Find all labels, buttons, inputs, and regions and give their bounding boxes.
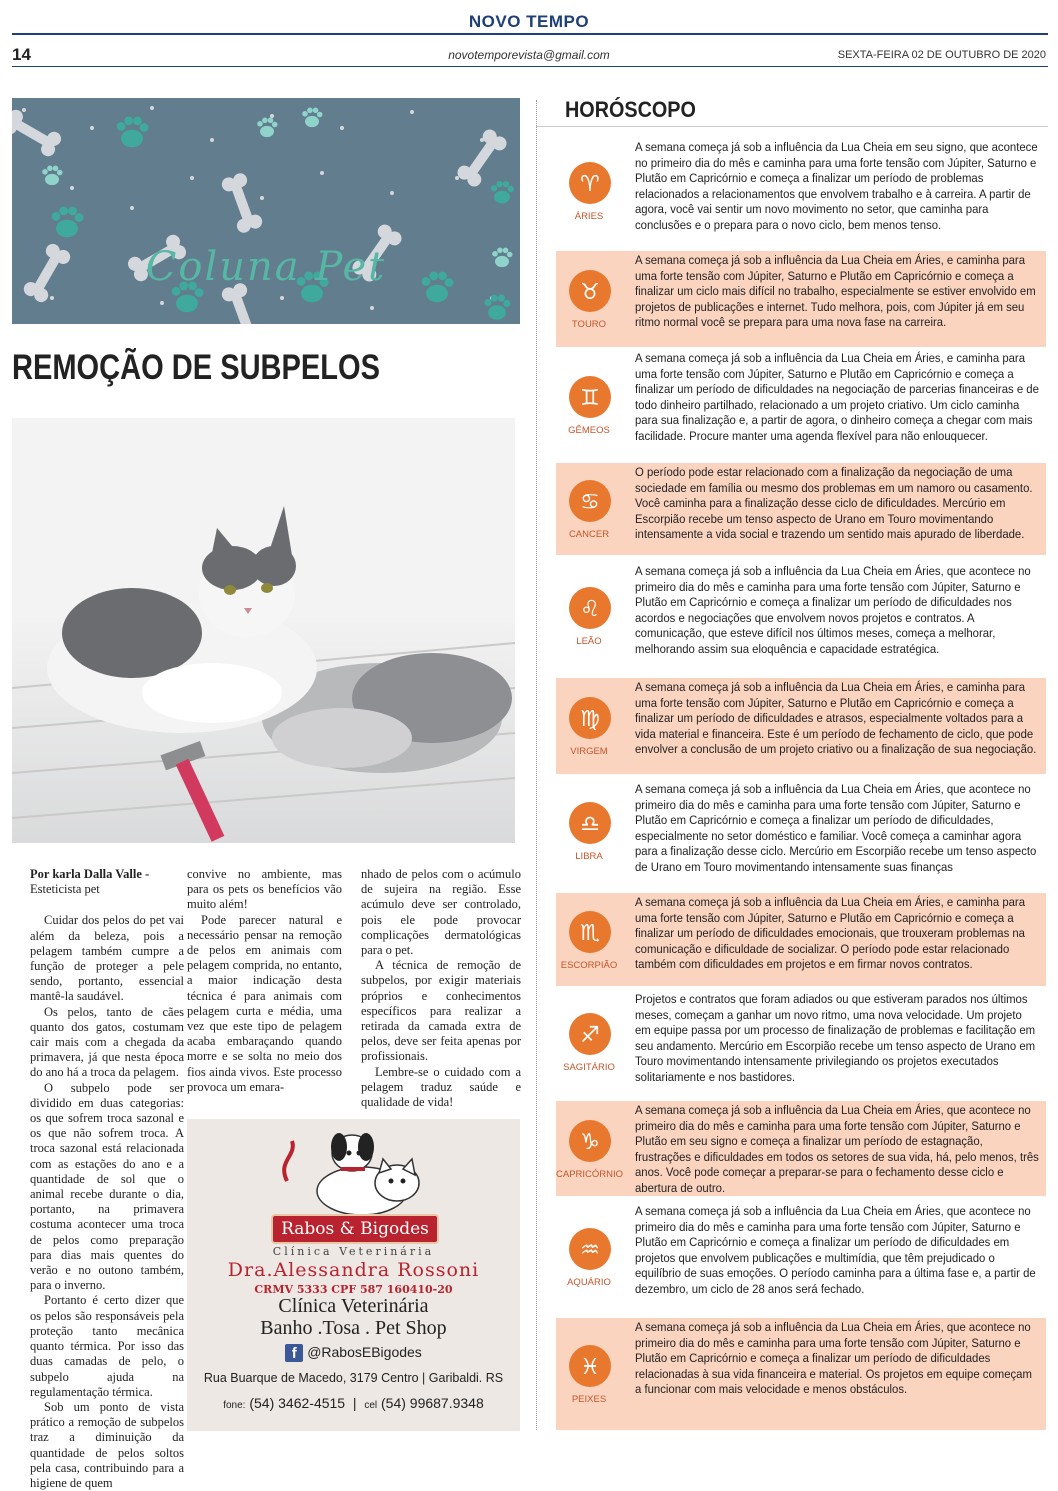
sign-name: CAPRICÓRNIO bbox=[556, 1169, 624, 1180]
cat-image bbox=[12, 418, 515, 843]
horoscope-entry bbox=[556, 893, 1046, 986]
doctor-name: Dra.Alessandra Rossoni bbox=[227, 1259, 480, 1281]
article-paragraph: Os pelos, tanto de cães quanto dos gatos, costumam cair mais com a chegada da primavera, já que nesta época do ano há a troca da pelagem. bbox=[30, 1004, 184, 1080]
horoscope-entry bbox=[556, 251, 1046, 347]
sign-forecast: A semana começa já sob a influência da Lua Cheia em Áries, e caminha para uma forte tensão com Júpiter, Saturno e Plutão em Capricórnio e começa a finalizar um período de dificuldades emocionais, que trouxeram problemas na comunicação e dificuldade de socializar. O período pode estar relacionado também com dificuldades em projetos e em firmar novos contratos. bbox=[635, 895, 1026, 971]
sign-forecast: A semana começa já sob a influência da Lua Cheia em Áries, que acontece no primeiro dia do mês e caminha para uma forte tensão com Júpiter, Saturno e Plutão em Capricórnio e começa a finalizar um período de dificuldades relacionadas à sua vida financeira e material. Os projetos em equipe começam a funcionar com mais velocidade e menos obstáculos. bbox=[635, 1320, 1032, 1396]
coluna-pet-banner bbox=[12, 98, 520, 324]
sign-forecast: A semana começa já sob a influência da Lua Cheia em Áries, que acontece no primeiro dia do mês e caminha para uma forte tensão com Júpiter, Saturno e Plutão em Capricórnio e começa a finalizar um período de dificuldades nos acordos e negociações que envolvem novos projetos e contratos. A comunicação, que esteve difícil nos últimos meses, começa a melhorar, melhorando assim sua eloquência e capacidade estratégica. bbox=[635, 564, 1031, 656]
article-author-role: Esteticista pet bbox=[30, 882, 100, 897]
facebook-handle: f @RabosEBigodes bbox=[187, 1344, 520, 1362]
clinic-subtitle: Clínica Veterinária bbox=[272, 1245, 435, 1258]
sign-forecast: A semana começa já sob a influência da Lua Cheia em Áries, que acontece no primeiro dia do mês e caminha para uma forte tensão com Júpiter, Saturno e Plutão em Capricórnio e começa a finalizar um período de dificuldades em projetos que envolvem publicações e multimídia, que têm prejudicado o equilíbrio de suas emoções. O período caminha para a última fase e, a partir de dezembro, um ciclo de 28 anos será fechado. bbox=[635, 1204, 1036, 1296]
services-line-2: Banho .Tosa . Pet Shop bbox=[260, 1317, 447, 1339]
page-number: 14 bbox=[12, 45, 31, 64]
column-divider bbox=[536, 100, 537, 1430]
sign-name: PEIXES bbox=[571, 1394, 607, 1405]
svg-text:♋: ♋ bbox=[580, 490, 600, 515]
bones-and-paws-pattern bbox=[12, 98, 520, 324]
facebook-icon: f bbox=[285, 1344, 303, 1362]
article-paragraph: O subpelo pode ser dividido em duas categorias: os que sofrem troca sazonal e os que não sofrem troca. A troca sazonal está relacionada com as estações do ano e a quantidade de sol que o animal recebe durante o dia, portanto, na primavera costuma acontecer uma troca de pelos como preparação para dias mais quentes do verão e no outono também, para o inverno. bbox=[30, 1080, 184, 1293]
svg-text:♉: ♉ bbox=[580, 280, 600, 305]
sign-name: SAGITÁRIO bbox=[563, 1062, 615, 1073]
article-column-1 bbox=[30, 867, 184, 1491]
publication-name: NOVO TEMPO bbox=[0, 24, 1058, 44]
svg-text:♑: ♑ bbox=[580, 1130, 600, 1155]
clinic-phones: fone: (54) 3462-4515 | cel (54) 99687.9348 bbox=[223, 1395, 484, 1411]
sign-forecast: Projetos e contratos que foram adiados ou que estiveram parados nos últimos meses, começam a ganhar um novo ritmo, uma nova velocidade. Um projeto em equipe passa por um processo de finalização de problemas e facilitação em seu andamento. Mercúrio em Escorpião recebe um tenso aspecto de Urano em Touro movimentando intensamente privilegiando os projetos executados solitariamente e nos bastidores. bbox=[635, 992, 1036, 1084]
sign-forecast: A semana começa já sob a influência da Lua Cheia em Áries, e caminha para uma forte tensão com Júpiter, Saturno e Plutão em Capricórnio e começa a finalizar um período de dificuldades e atrasos, especialmente voltados para a vida material e financeira. Este é um período de fechamento de ciclo, que pode envolver a conclusão de um projeto criativo ou a finalização de sua negociação. bbox=[635, 680, 1037, 756]
svg-text:♓: ♓ bbox=[580, 1355, 600, 1380]
svg-text:♊: ♊ bbox=[580, 386, 600, 411]
vet-clinic-ad bbox=[187, 1119, 520, 1431]
svg-text:♍: ♍ bbox=[580, 707, 600, 732]
article-column-2 bbox=[187, 867, 342, 1095]
sagittarius-icon bbox=[568, 1012, 612, 1056]
horoscope-title: HORÓSCOPO bbox=[565, 97, 696, 122]
sign-forecast: A semana começa já sob a influência da Lua Cheia em Áries, que acontece no primeiro dia do mês e caminha para uma forte tensão com Júpiter, Saturno e Plutão em Capricórnio e começa a finalizar um período de dificuldades, especialmente no setor doméstico e familiar. Você começa a caminhar agora para a finalização desse ciclo. Mercúrio em Escorpião recebe um tenso aspecto de Urano em Touro movimentando intensamente suas finanças bbox=[635, 782, 1037, 874]
libra-icon bbox=[568, 801, 612, 845]
sign-forecast: O período pode estar relacionado com a finalização da negociação de uma sociedade em família ou mesmo dos problemas em um namoro ou casamento. Você caminha para a finalização desse ciclo de dificuldades. Mercúrio em Escorpião recebe um tenso aspecto de Urano em Touro movimentando intensamente a vida social e trazendo um sentido mais apurado de liberdade. bbox=[635, 465, 1033, 541]
services-line-1: Clínica Veterinária bbox=[278, 1295, 429, 1317]
horoscope-entry bbox=[556, 990, 1046, 1094]
dog-and-cat-logo bbox=[267, 1121, 447, 1217]
sign-name: VIRGEM bbox=[570, 746, 608, 757]
sign-name: CANCER bbox=[568, 529, 610, 540]
aquarius-icon bbox=[568, 1227, 612, 1271]
horoscope-entry bbox=[556, 1318, 1046, 1430]
article-paragraph: convive no ambiente, mas para os pets os benefícios vão muito além! bbox=[187, 867, 342, 912]
capricorn-icon bbox=[568, 1119, 612, 1163]
cancer-icon bbox=[568, 479, 612, 523]
svg-text:♈: ♈ bbox=[580, 172, 600, 197]
clinic-services bbox=[187, 1295, 520, 1339]
article-paragraph: Cuidar dos pelos do pet vai além da beleza, pois a pelagem também cumpre a função de proteger a pele sendo, portanto, essencial mantê-la saudável. bbox=[30, 913, 184, 1004]
header-rule-bottom bbox=[12, 66, 1048, 67]
sign-name: LEÃO bbox=[576, 636, 602, 647]
sign-forecast: A semana começa já sob a influência da Lua Cheia em seu signo, que acontece no primeiro dia do mês e caminha para uma forte tensão com Júpiter, Saturno e Plutão em Capricórnio e começa a finalizar um período de problemas relacionados a relacionamentos que envolvem trabalho e à carreira. A partir de agora, você vai sentir um novo movimento no setor, que caminha para conclusões e o prepara para o novo ciclo, bem menos tenso. bbox=[635, 140, 1038, 232]
clinic-brand: Rabos & Bigodes bbox=[271, 1214, 439, 1244]
sign-forecast: A semana começa já sob a influência da Lua Cheia em Áries, e caminha para uma forte tensão com Júpiter, Saturno e Plutão em Capricórnio e começa a finalizar um período de dificuldades na negociação de parcerias financeiras e de todo dinheiro partilhado, relacionado a um projeto criativo. Um ciclo caminha para sua finalização e, a partir de agora, o dinheiro começa a chegar com mais facilidade. Procure manter uma agenda flexível para não enlouquecer. bbox=[635, 351, 1039, 443]
clinic-address: Rua Buarque de Macedo, 3179 Centro | Garibaldi. RS bbox=[203, 1371, 504, 1385]
svg-text:♏: ♏ bbox=[580, 921, 600, 946]
sign-name: ESCORPIÃO bbox=[560, 960, 618, 971]
sign-name: AQUÁRIO bbox=[567, 1277, 611, 1288]
contact-email: novotemporevista@gmail.com bbox=[448, 48, 610, 62]
doctor-registration: CRMV 5333 CPF 587 160410-20 bbox=[254, 1283, 453, 1296]
article-title: REMOÇÃO DE SUBPELOS bbox=[12, 348, 381, 387]
pisces-icon bbox=[568, 1344, 612, 1388]
scorpio-icon bbox=[568, 910, 612, 954]
horoscope-entry bbox=[556, 678, 1046, 774]
sign-name: TOURO bbox=[571, 319, 607, 330]
svg-text:♌: ♌ bbox=[580, 597, 600, 622]
cat-grooming-photo bbox=[12, 418, 515, 843]
article-byline: Por karla Dalla Valle - bbox=[30, 867, 150, 881]
horoscope-entry bbox=[556, 349, 1046, 461]
sign-name: ÁRIES bbox=[574, 211, 604, 222]
taurus-icon bbox=[568, 269, 612, 313]
virgo-icon bbox=[568, 696, 612, 740]
leo-icon bbox=[568, 586, 612, 630]
horoscope-entry bbox=[556, 1202, 1046, 1312]
sign-name: LIBRA bbox=[575, 851, 603, 862]
sign-name: GÊMEOS bbox=[568, 425, 610, 436]
aries-icon bbox=[568, 161, 612, 205]
horoscope-entry bbox=[556, 562, 1046, 670]
horoscope-entry bbox=[556, 138, 1046, 244]
svg-text:♐: ♐ bbox=[580, 1023, 600, 1048]
svg-text:♒: ♒ bbox=[580, 1238, 600, 1263]
article-paragraph: A técnica de remoção de subpelos, por exigir materiais próprios e conhecimentos específicos para realizar a retirada da camada extra de pelos, deve ser feita apenas por profissionais. bbox=[361, 958, 521, 1064]
article-paragraph: Sob um ponto de vista prático a remoção de subpelos traz a diminuição da quantidade de pelos soltos pela casa, contribuindo para a higiene de quem bbox=[30, 1399, 184, 1490]
horoscope-rule bbox=[536, 126, 1048, 127]
article-paragraph: Lembre-se o cuidado com a pelagem traduz saúde e qualidade de vida! bbox=[361, 1064, 521, 1110]
svg-text:♎: ♎ bbox=[580, 812, 600, 837]
sign-forecast: A semana começa já sob a influência da Lua Cheia em Áries, e caminha para uma forte tensão com Júpiter, Saturno e Plutão em Capricórnio e começa a finalizar um ciclo mais difícil no trabalho, especialmente se estiver envolvido em projetos de publicações e internet. Tudo melhora, pois, com Júpiter já em seu ritmo normal você se prepara para uma nova fase na carreira. bbox=[635, 253, 1036, 329]
horoscope-entry bbox=[556, 780, 1046, 882]
horoscope-entry bbox=[556, 1101, 1046, 1196]
issue-date: SEXTA-FEIRA 02 DE OUTUBRO DE 2020 bbox=[837, 49, 1046, 61]
gemini-icon bbox=[568, 375, 612, 419]
article-paragraph: Portanto é certo dizer que os pelos são responsáveis pela proteção tanto mecânica quanto térmica. Por isso das duas camadas de pelo, o subpelo ajuda na regulamentação térmica. bbox=[30, 1293, 184, 1399]
sign-forecast: A semana começa já sob a influência da Lua Cheia em Áries, que acontece no primeiro dia do mês e caminha para uma forte tensão com Júpiter, Saturno e Plutão em seu signo e começa a finalizar um período de estagnação, frustrações e dificuldades em todos os setores de sua vida, há, pelo menos, três anos. Você pode começar a preparar-se para o fechamento desse ciclo e abertura de outro. bbox=[635, 1103, 1039, 1195]
banner-title: Coluna Pet bbox=[145, 244, 387, 290]
article-paragraph: nhado de pelos com o acúmulo de sujeira na região. Esse acúmulo deve ser controlado, pois ele pode provocar complicações dermatológicas para o pet. bbox=[361, 867, 521, 958]
horoscope-entry bbox=[556, 463, 1046, 555]
article-column-3 bbox=[361, 867, 521, 1110]
article-paragraph: Pode parecer natural e necessário pensar na remoção de pelos em animais com pelagem comprida, no entanto, a maior indicação desta técnica é para animais com pelagem curta e média, uma vez que este tipo de pelagem acaba embaraçando quando morre e se solta no meio dos fios ainda vivos. Este processo provoca um emara- bbox=[187, 912, 342, 1094]
